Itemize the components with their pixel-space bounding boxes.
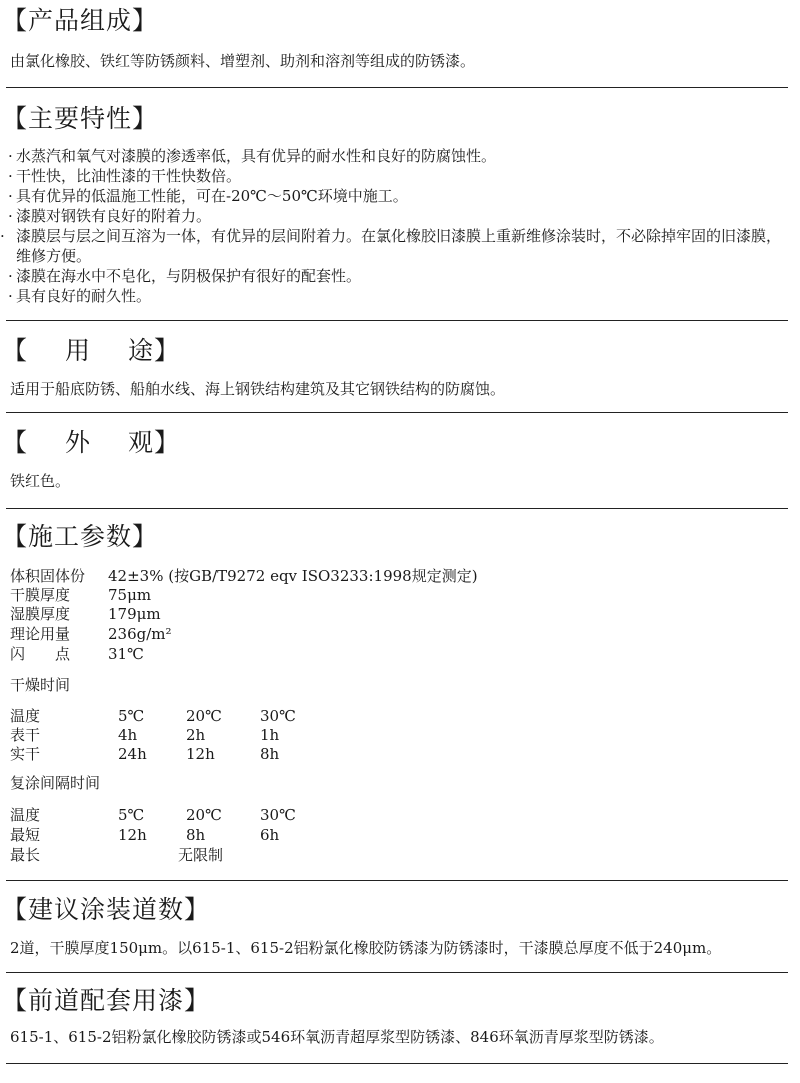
composition-text: 由氯化橡胶、铁红等防锈颜料、增塑剂、助剂和溶剂等组成的防锈漆。 <box>10 52 476 70</box>
table-cell: 8h <box>186 826 206 844</box>
feature-item: · 具有优异的低温施工性能，可在-20℃～50℃环境中施工。 <box>8 187 408 205</box>
table-cell: 2h <box>186 726 206 744</box>
features-list <box>0 146 788 306</box>
spec-label: 理论用量 <box>10 625 71 643</box>
drying-title: 干燥时间 <box>10 676 71 694</box>
divider <box>6 972 788 973</box>
table-cell: 6h <box>260 826 280 844</box>
appearance-text: 铁红色。 <box>10 472 71 490</box>
heading-usage: 【用途】 <box>2 336 181 365</box>
heading-appearance: 【外观】 <box>2 428 181 457</box>
heading-composition: 【产品组成】 <box>2 6 159 35</box>
table-cell: 最长 <box>10 846 41 864</box>
divider <box>6 412 788 413</box>
usage-text: 适用于船底防锈、船舶水线、海上钢铁结构建筑及其它钢铁结构的防腐蚀。 <box>10 380 506 398</box>
table-cell: 无限制 <box>178 846 224 864</box>
feature-item: · 具有良好的耐久性。 <box>8 287 152 305</box>
spec-label: 体积固体份 <box>10 567 86 585</box>
feature-item: · 漆膜层与层之间互溶为一体，有优异的层间附着力。在氯化橡胶旧漆膜上重新维修涂装时，不必除掉牢固的旧漆膜，维修方便。 <box>0 227 782 265</box>
divider <box>6 320 788 321</box>
coats-text: 2道，干膜厚度150μm。以615-1、615-2铝粉氯化橡胶防锈漆为防锈漆时，干漆膜总厚度不低于240μm。 <box>10 939 722 957</box>
spec-value: 179μm <box>108 605 161 623</box>
table-cell: 实干 <box>10 745 41 763</box>
spec-value: 31℃ <box>108 645 144 663</box>
spec-label: 湿膜厚度 <box>10 605 71 623</box>
divider <box>6 87 788 88</box>
heading-features: 【主要特性】 <box>2 104 159 133</box>
table-cell: 12h <box>118 826 147 844</box>
table-cell: 30℃ <box>260 806 296 824</box>
table-cell: 30℃ <box>260 707 296 725</box>
spec-value: 75μm <box>108 586 152 604</box>
table-cell: 12h <box>186 745 215 763</box>
table-cell: 24h <box>118 745 147 763</box>
divider <box>6 1063 788 1064</box>
feature-item: · 干性快，比油性漆的干性快数倍。 <box>8 167 242 185</box>
table-cell: 温度 <box>10 707 41 725</box>
heading-primer: 【前道配套用漆】 <box>2 986 211 1015</box>
feature-item: · 漆膜在海水中不皂化，与阴极保护有很好的配套性。 <box>8 267 362 285</box>
heading-parameters: 【施工参数】 <box>2 522 159 551</box>
divider <box>6 508 788 509</box>
table-cell: 表干 <box>10 726 41 744</box>
table-cell: 8h <box>260 745 280 763</box>
table-cell: 4h <box>118 726 138 744</box>
spec-label: 闪 点 <box>10 645 71 663</box>
table-cell: 温度 <box>10 806 41 824</box>
feature-item: · 漆膜对钢铁有良好的附着力。 <box>8 207 212 225</box>
divider <box>6 880 788 881</box>
table-cell: 20℃ <box>186 707 222 725</box>
feature-item: · 水蒸汽和氧气对漆膜的渗透率低，具有优异的耐水性和良好的防腐蚀性。 <box>8 147 497 165</box>
heading-coats: 【建议涂装道数】 <box>2 895 211 924</box>
spec-label: 干膜厚度 <box>10 586 71 604</box>
table-cell: 1h <box>260 726 280 744</box>
table-cell: 20℃ <box>186 806 222 824</box>
spec-value: 42±3% (按GB/T9272 eqv ISO3233:1998规定测定) <box>108 567 478 585</box>
table-cell: 5℃ <box>118 707 145 725</box>
spec-value: 236g/m² <box>108 625 172 643</box>
table-cell: 最短 <box>10 826 41 844</box>
primer-text: 615-1、615-2铝粉氯化橡胶防锈漆或546环氧沥青超厚浆型防锈漆、846环氧沥青厚浆型防锈漆。 <box>10 1028 664 1046</box>
recoat-title: 复涂间隔时间 <box>10 774 101 792</box>
table-cell: 5℃ <box>118 806 145 824</box>
